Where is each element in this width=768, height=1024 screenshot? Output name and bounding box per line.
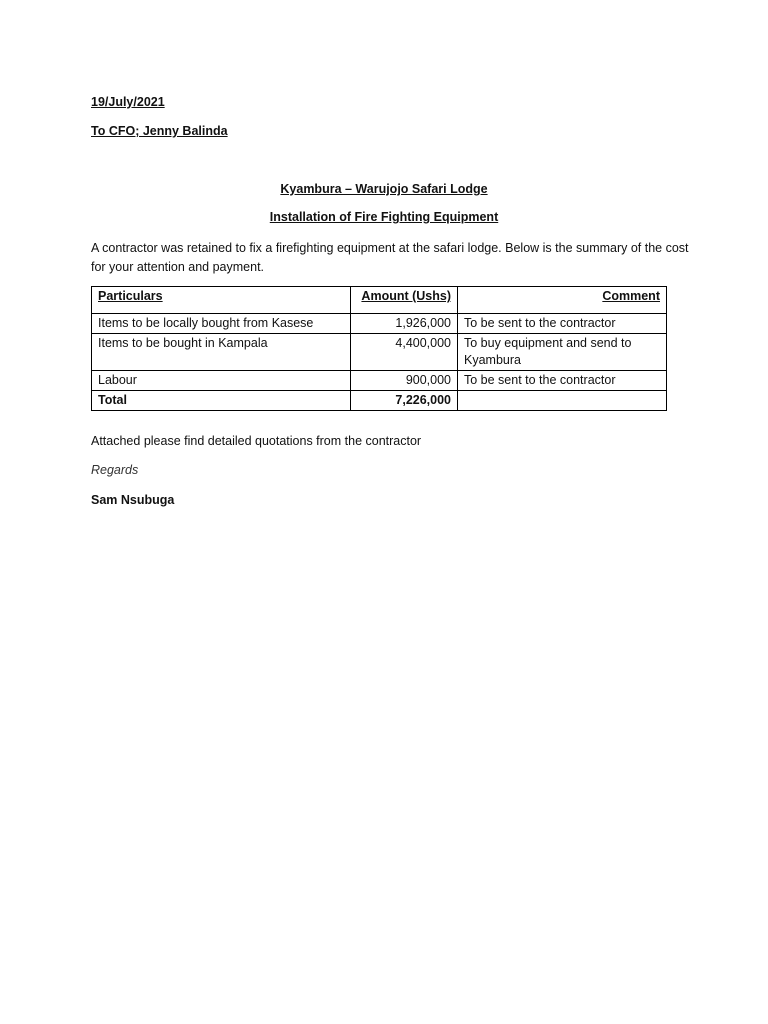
row-comment: To be sent to the contractor <box>458 371 667 391</box>
memo-recipient: To CFO; Jenny Balinda <box>91 124 228 138</box>
table-row <box>92 314 667 334</box>
table-row <box>92 334 667 371</box>
row-particulars: Items to be bought in Kampala <box>92 334 351 371</box>
header-amount: Amount (Ushs) <box>351 287 458 314</box>
memo-date: 19/July/2021 <box>91 95 165 109</box>
closing-regards: Regards <box>91 463 139 477</box>
memo-subject: Installation of Fire Fighting Equipment <box>269 210 499 224</box>
row-amount: 900,000 <box>351 371 458 391</box>
total-label: Total <box>92 391 351 411</box>
row-particulars: Items to be locally bought from Kasese <box>92 314 351 334</box>
row-amount: 4,400,000 <box>351 334 458 371</box>
memo-intro: A contractor was retained to fix a firefighting equipment at the safari lodge. Below is the summary of the cost for your attention and payment. <box>91 241 689 274</box>
header-particulars: Particulars <box>92 287 351 314</box>
total-amount: 7,226,000 <box>351 391 458 411</box>
memo-title: Kyambura – Warujojo Safari Lodge <box>280 182 488 196</box>
row-amount: 1,926,000 <box>351 314 458 334</box>
row-particulars: Labour <box>92 371 351 391</box>
row-comment: To be sent to the contractor <box>458 314 667 334</box>
table-header-row <box>92 287 667 314</box>
cost-summary-table <box>91 286 667 411</box>
signature-name: Sam Nsubuga <box>91 493 175 507</box>
row-comment: To buy equipment and send to Kyambura <box>458 334 667 371</box>
total-comment <box>458 391 667 411</box>
table-total-row <box>92 391 667 411</box>
attachment-note: Attached please find detailed quotations from the contractor <box>91 434 422 448</box>
header-comment: Comment <box>458 287 667 314</box>
table-row <box>92 371 667 391</box>
